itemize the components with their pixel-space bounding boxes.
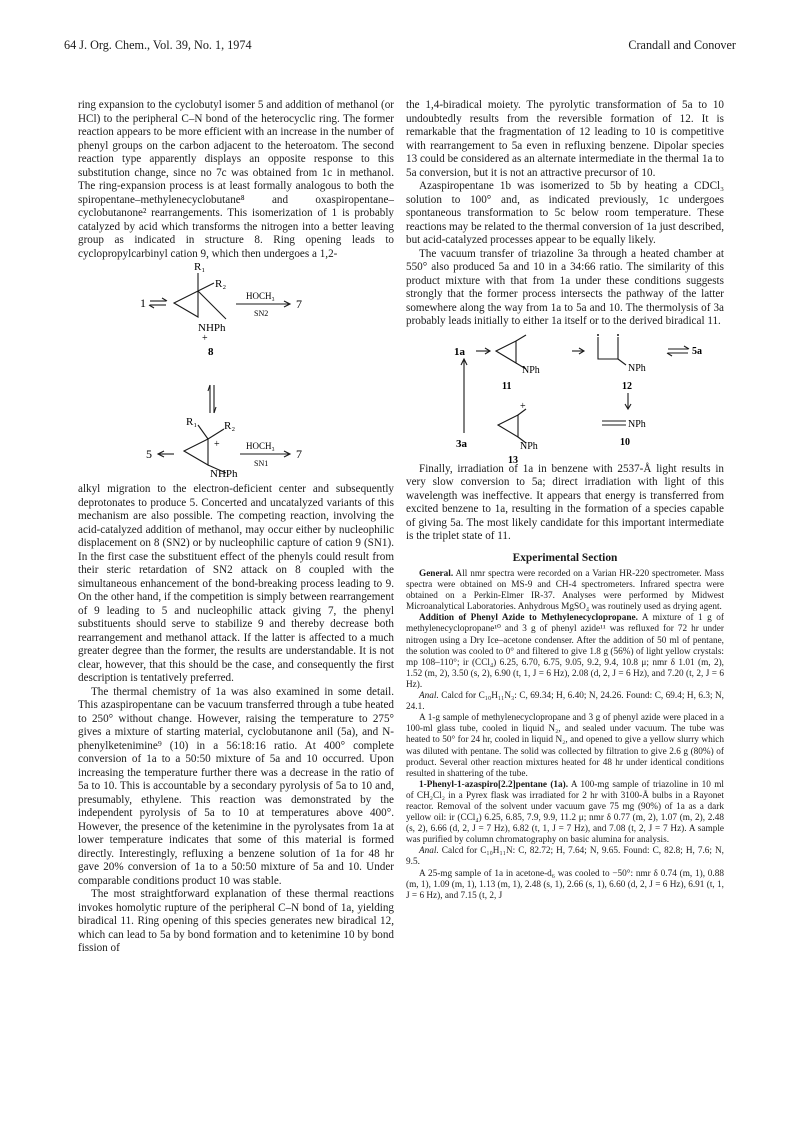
journal-citation: 64 J. Org. Chem., Vol. 39, No. 1, 1974 (64, 38, 252, 52)
paragraph-text: Calcd for C₁₀H₁₁N₃: C, 69.34; H, 6.40; N, 24.26. Found: C, 69.4; H, 6.3; N, 24.1. (406, 691, 724, 713)
section-heading: Experimental Section (512, 551, 618, 564)
r2-label: R₂ (224, 420, 236, 432)
nph-label: NPh (628, 362, 646, 374)
scheme-label: 1 (140, 296, 146, 310)
nph-label: NPh (520, 440, 538, 452)
run-in-heading: General. (419, 569, 454, 579)
plus-label: + (202, 333, 208, 344)
paragraph: Finally, irradiation of 1a in benzene with 2537-Å light results in very slow conversion to 5a; direct irradiation with light of this wavelength was ineffective. It appears that energy is transferred from excited benzene to 1a, resulting in the formation of a species capable of giving 5a. The most likely candidate for this important intermediate is the triplet state of 11. (406, 462, 724, 542)
paragraph: alkyl migration to the electron-deficient center and subsequently deprotonates to produce 5. Concerted and uncatalyzed variants of this mechanism are also possible. The competing reaction, involving the acid-catalyzed addition of methanol, may occur either by nucleophilic displacement on 8 (SN2) or by nucleophilic capture of cation 9 (SN1). In the first case the substituent effect of the phenyls could result from their steric retardation of SN2 attack on 8 coupled with the simultaneous enhancement of the bond-breaking process leading to 9. On the other hand, if the competition is simply between rearrangement of 9 leading to 5 and nucleophilic attack giving 7, the phenyl substituents should serve to stabilize 9 and thereby decrease both rearrangement and methanol attack. If the latter is affected to a much greater degree than the former, the results are understandable. It is not clear, however, that this should be the case, and consequently the first description is tentatively preferred. (78, 483, 394, 684)
right-column (406, 99, 724, 902)
nph-label: NPh (522, 364, 540, 376)
scheme-thermolysis-drawing (406, 329, 724, 463)
compound-number: 8 (208, 346, 214, 358)
compound-number: 13 (508, 454, 518, 463)
mechanism-label: SN2 (254, 309, 269, 318)
running-authors: Crandall and Conover (628, 38, 736, 52)
compound-number: 12 (622, 380, 632, 392)
product-label: 7 (296, 447, 302, 461)
paragraph (406, 613, 724, 691)
scheme-mechanism-drawing (78, 261, 394, 483)
paragraph (406, 846, 724, 868)
paragraph-text: Calcd for C₁₀H₁₁N: C, 82.72; H, 7.64; N, 9.65. Found: C, 82.8; H, 7.6; N, 9.5. (406, 846, 724, 868)
compound-label: 1a (454, 345, 465, 358)
paragraph: The most straightforward explanation of these thermal reactions invokes homolytic rupture of the peripheral C–N bond of 1a, yielding biradical 11. Ring opening of this species generates new biradical 12, which can lead to 5a by bond formation and to ketenimine 10 by bond fission of (78, 888, 394, 954)
paragraph-text: A mixture of 1 g of methylenecyclopropane¹⁰ and 3 g of phenyl azide¹¹ was refluxed for 72 hr under nitrogen using a Dry Ice–acetone condenser. After the addition of 50 ml of pentane, the solution was cooled to 0° and filtered to give 1.8 g (56%) of light yellow crystals: mp 108–110°; ir (CCl₄) 6.25, 6.70, 6.75, 9.05, 9.2, 9.4, 10.8 μ; nmr δ 1.01 (m, 2), 1.52 (m, 2), 3.50 (s, 2), 6.90 (t, 1, J = 6 Hz), 2.08 (d, 2, J = 6 Hz), and 7.20 (t, 2, J = 6 Hz). (406, 613, 725, 690)
left-column (78, 99, 394, 956)
paragraph: ring expansion to the cyclobutyl isomer 5 and addition of methanol (or HCl) to the peripheral C–N bond of the heterocyclic ring. The former reaction appears to be more efficient with an increase in the number of phenyl groups on the carbon adjacent to the heteroatom. The second reaction type apparently displays an opposite response to this substitution change, since no 7c was obtained from 1c in methanol. The ring-expansion process is at least formally analogous to both the spiropentane–methylenecyclobutane⁸ and oxaspiropentane–cyclobutanone² rearrangements. This isomerization of 1 is probably catalyzed by acid which transforms the nitrogen into a better leaving group as indicated in structure 8. Ring opening leads to cyclopropylcarbinyl cation 9, which then undergoes a 1,2- (78, 99, 394, 260)
paragraph-text: A 100-mg sample of triazoline in 10 ml of CH₂Cl₂ in a Pyrex flask was irradiated for 2 hr with 3100-Å bulbs in a Rayonet reactor. Removal of the solvent under vacuum gave 75 mg (90%) of 1a as a dark yellow oil: ir (CCl₄) 6.25, 6.85, 7.9, 9.9, 11.2 μ; nmr δ 0.77 (m, 2), 1.07 (m, 2), 2.48 (s, 2), 6.66 (d, 2, J = 7 Hz), 6.82 (t, 1, J = 7 Hz), and 7.08 (t, 2, J = 7 Hz). A sample was purified by column chromatography on basic alumina for analysis. (406, 779, 724, 846)
paragraph: A 25-mg sample of 1a in acetone-d₆ was cooled to −50°: nmr δ 0.74 (m, 1), 0.88 (m, 1), 1.09 (m, 1), 1.13 (m, 1), 2.48 (s, 1), 2.66 (s, 1), 6.60 (d, 2, J = 6 Hz), 6.91 (t, 1, J = 6 Hz), and 7.15 (t, 2, J (406, 868, 724, 901)
plus-label: + (214, 439, 220, 450)
mechanism-label: SN1 (254, 459, 269, 468)
paragraph (406, 780, 724, 847)
paragraph: The thermal chemistry of 1a was also examined in some detail. This azaspiropentane can be vacuum transferred through a tube heated to 250° without change. However, raising the temperature to 275° gives a mixture of starting material, cyclobutanone anil (5a), and N-phenylketenimine⁹ (10) in a 56:18:16 ratio. At 400° complete conversion of 1a to a 50:50 mixture of 5a and 10 occurred. Upon increasing the temperature further there was a decrease in the ratio of 5a to 10. This is accountable by a secondary pyrolysis of 5a to 10 and, presumably, ethylene. This reaction was demonstrated by the independent pyrolysis of 5a to 10 at temperatures above 400°. However, the presence of the ketenimine in the pyrolysates from 1a at lower temperature indicates that some of this material is formed directly. Interestingly, refluxing a benzene solution of 1a for 48 hr gave 20% conversion of 1a to a 50:50 mixture of 5a and 10. Under comparable conditions product 10 was stable. (78, 685, 394, 887)
paragraph: Azaspiropentane 1b was isomerized to 5b by heating a CDCl₃ solution to 100° and, as indicated previously, 1c undergoes spontaneous transformation to 5c below room temperature. These reactions may be related to the thermal conversion of 1a just described, but acid-catalyzed processes appear to be equally likely. (406, 180, 724, 246)
run-in-heading: 1-Phenyl-1-azaspiro[2.2]pentane (1a). (419, 779, 569, 790)
reagent-label: HOCH₃ (246, 441, 275, 451)
compound-number: 10 (620, 436, 630, 448)
nhph-label: NHPh (210, 468, 238, 480)
compound-label: 5a (692, 345, 702, 357)
experimental-section (406, 569, 724, 902)
compound-label: 3a (456, 437, 467, 450)
run-in-heading: Anal. (419, 691, 439, 702)
run-in-heading: Anal. (419, 846, 439, 857)
page-header (64, 38, 736, 56)
r1-label: R₁ (194, 261, 206, 273)
paragraph (406, 691, 724, 713)
plus-label: + (520, 400, 526, 412)
nhph-label: NHPh (198, 322, 226, 334)
paragraph-text: All nmr spectra were recorded on a Varian HR-220 spectrometer. Mass spectra were obtained on MS-9 and CH-4 spectrometers. Infrared spectra were obtained on a Perkin-Elmer IR-37. Analyses were performed by Midwest Microanalytical Laboratories. Anhydrous MgSO₄ was routinely used as drying agent. (406, 569, 724, 613)
nph-label: NPh (628, 418, 646, 430)
paragraph: the 1,4-biradical moiety. The pyrolytic transformation of 5a to 10 undoubtedly results from the reversible formation of 12. It is remarkable that the fragmentation of 12 leading to 10 is competitive with rearrangement to 5a even in refluxing benzene. Dipolar species 13 could be considered as an alternate intermediate in the thermal 1a to 5a conversion, but it is not an attractive precursor of 10. (406, 99, 724, 179)
paragraph: The vacuum transfer of triazoline 3a through a heated chamber at 550° also produced 5a and 10 in a 34:66 ratio. The similarity of this product mixture with that from 1a under these conditions suggests strongly that the former process intersects the pathway of the latter somewhere along the way from 1a to 5a and 10. The thermolysis of 3a probably leads initially to either 1a itself or to the derived biradical 11. (406, 247, 724, 327)
scheme-mechanism (78, 261, 394, 483)
run-in-heading: Addition of Phenyl Azide to Methylenecyclopropane. (419, 613, 638, 624)
scheme-label: 5 (146, 447, 152, 461)
r1-label: R₁ (186, 416, 198, 428)
product-label: 7 (296, 297, 302, 311)
compound-number: 11 (502, 380, 512, 392)
paragraph: A 1-g sample of methylenecyclopropane and 3 g of phenyl azide were placed in a 100-ml glass tube, cooled in liquid N₂, and sealed under vacuum. The tube was heated to 50° for 24 hr, cooled in liquid N₂, and opened to give a yellow slurry which was diluted with pentane. The solid was collected by filtration to give 2.6 g (80%) of product. Several other reaction mixtures heated for 48 hr under identical conditions resulted in shattering of the tube. (406, 713, 724, 779)
r2-label: R₂ (215, 278, 227, 290)
paragraph (406, 569, 724, 613)
reagent-label: HOCH₃ (246, 291, 275, 301)
scheme-thermolysis (406, 329, 724, 463)
